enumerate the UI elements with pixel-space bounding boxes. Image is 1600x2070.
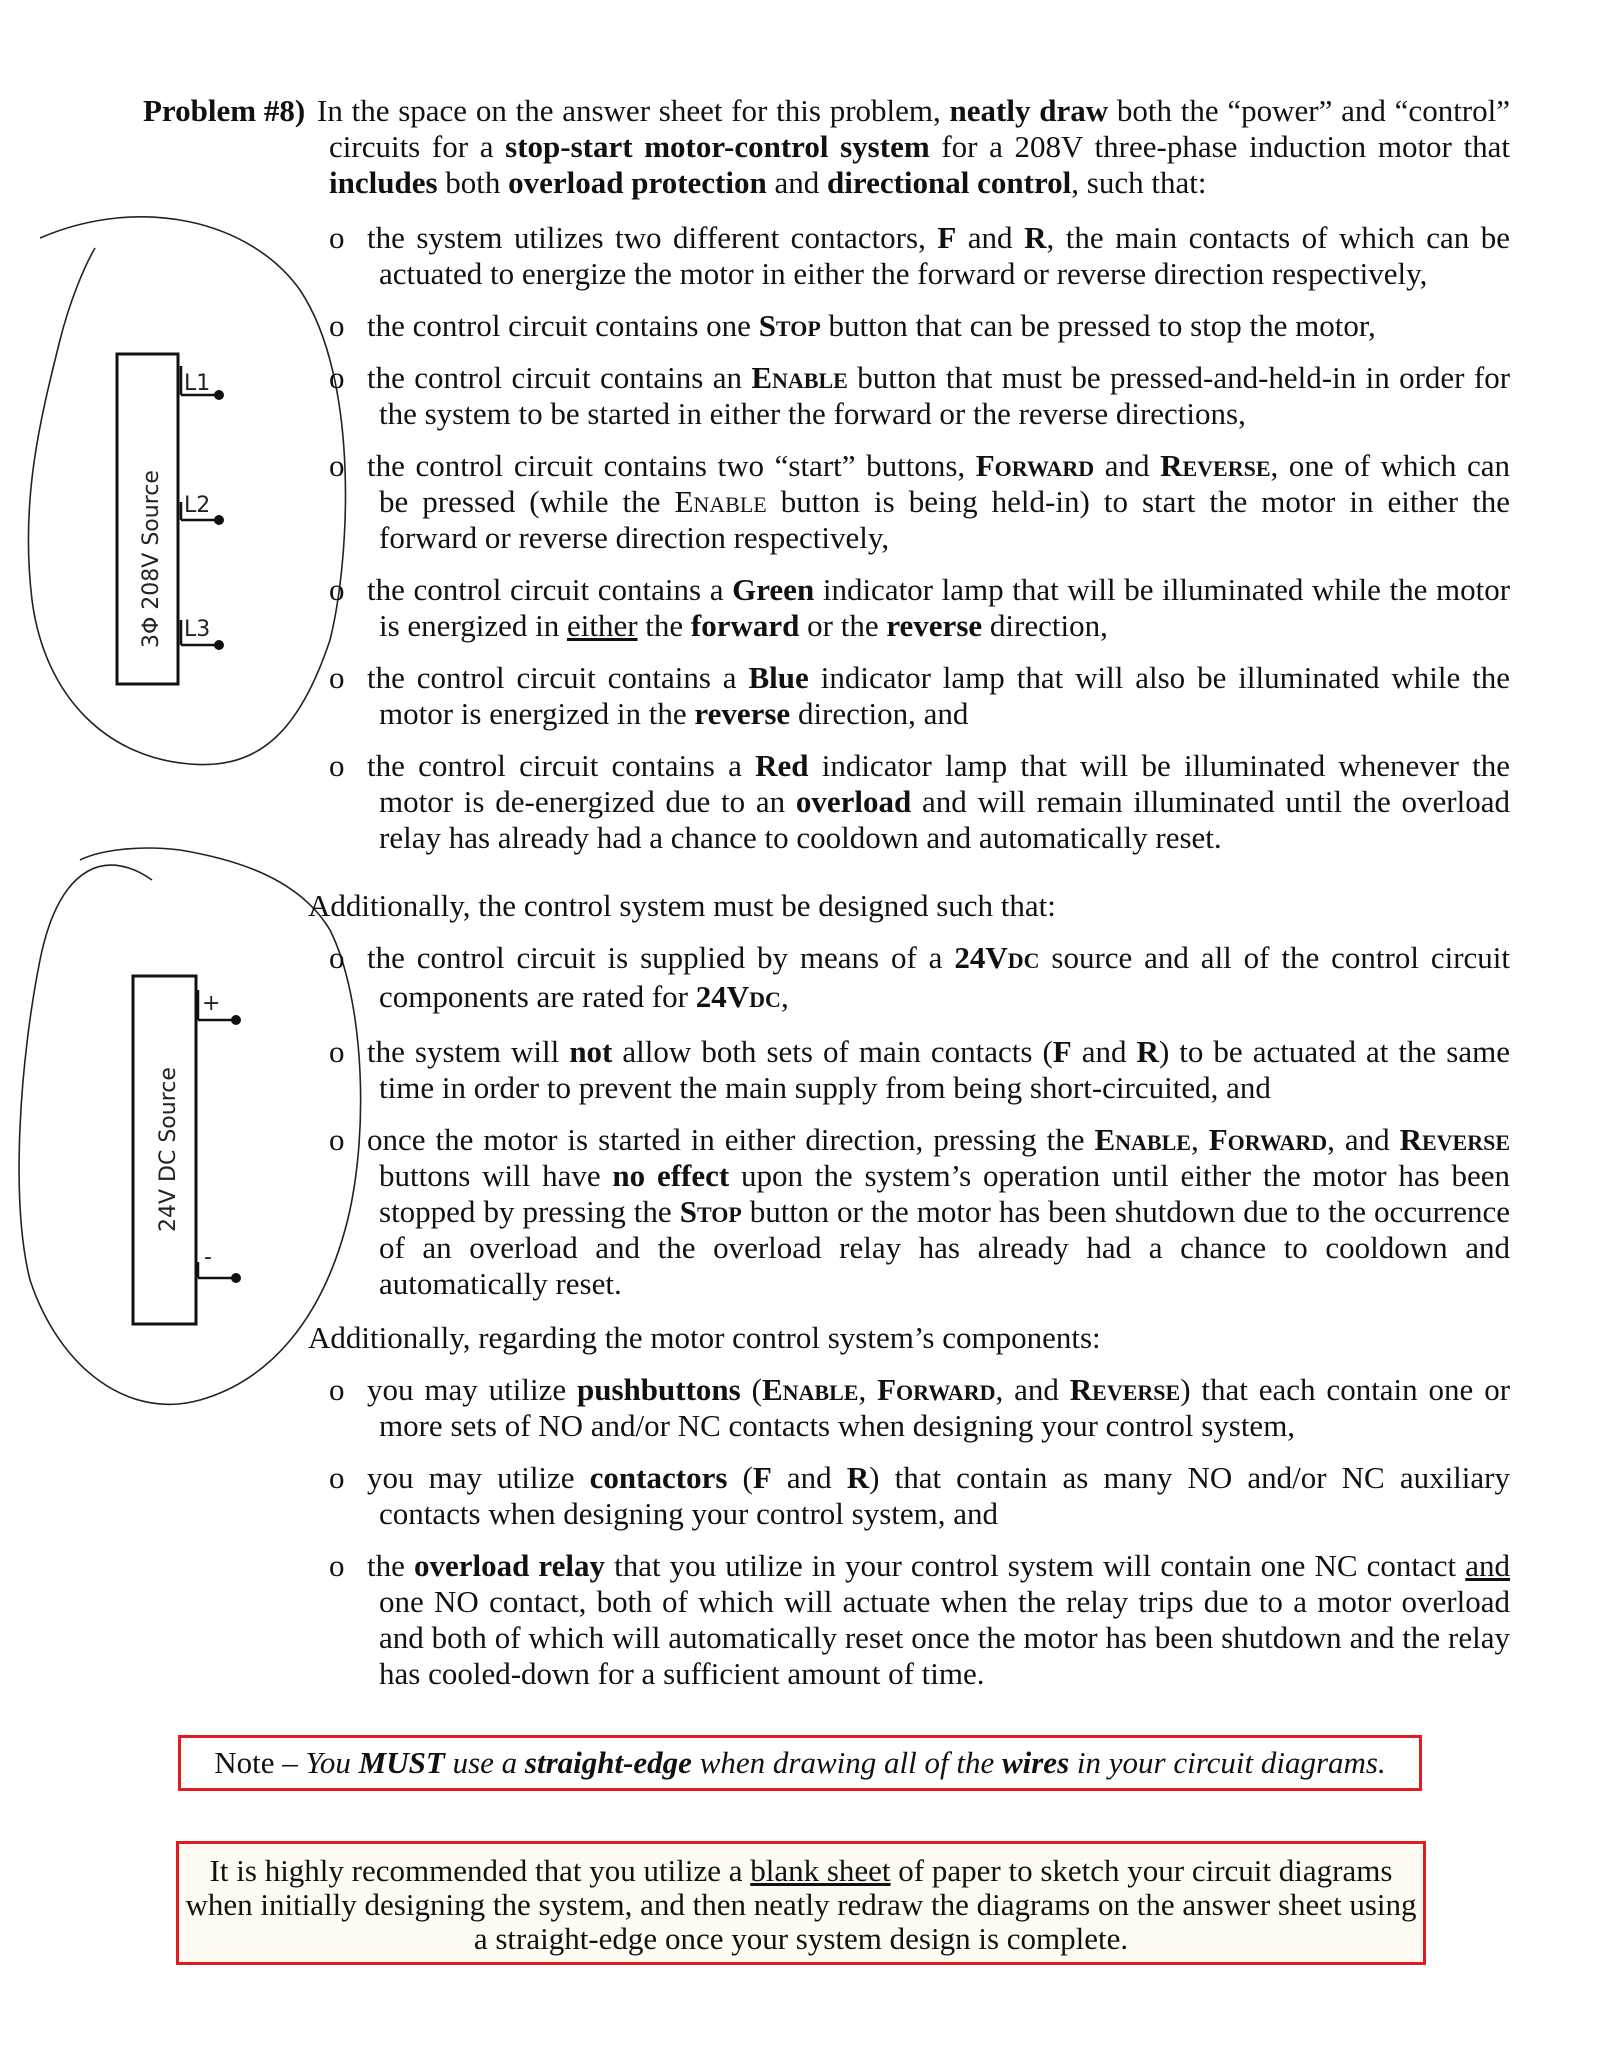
bullet-mark: o <box>329 940 345 975</box>
terminal-minus <box>198 1262 241 1283</box>
label-plus: + <box>202 991 221 1016</box>
bullet-mark: o <box>329 448 345 483</box>
terminal-plus <box>198 990 241 1025</box>
requirements-list <box>329 220 1510 872</box>
list-item: o the overload relay that you utilize in your control system will contain one NC contact and one NO contact, both of which will actuate when the relay trips due to a motor overload and both of which will automatically reset once the motor has been shutdown and the relay has cooled-down for a sufficient amount of time. <box>329 1548 1511 1691</box>
label-minus: - <box>204 1245 212 1270</box>
source-dc-label: 24V DC Source <box>156 1067 181 1232</box>
problem-label: Problem #8) <box>143 93 306 128</box>
bullet-mark: o <box>329 308 345 343</box>
note-box: Note – You MUST use a straight-edge when drawing all of the wires in your circuit diagrams. <box>178 1735 1422 1791</box>
label-l1: L1 <box>184 371 211 396</box>
source-3ph-box <box>117 354 178 684</box>
list-item: o the control circuit contains an Enable button that must be pressed-and-held-in in order for the system to be started in either the forward or the reverse directions, <box>329 360 1511 431</box>
list-item: o the control circuit contains a Red indicator lamp that will be illuminated whenever the motor is de-energized due to an overload and will remain illuminated until the overload relay has already had a chance to cooldown and automatically reset. <box>329 748 1511 855</box>
additional-list-1 <box>329 940 1510 1318</box>
list-item: o the control circuit contains a Green indicator lamp that will be illuminated while the motor is energized in either the forward or the reverse direction, <box>329 572 1511 643</box>
additional-heading-2: Additionally, regarding the motor control system’s components: <box>308 1320 1101 1355</box>
list-item: o once the motor is started in either direction, pressing the Enable, Forward, and Reverse buttons will have no effect upon the system’s operation until either the motor has been stopped by pressing the Stop button or the motor has been shutdown due to the occurrence of an overload and the overload relay has already had a chance to cooldown and automatically reset. <box>329 1122 1511 1301</box>
bullet-mark: o <box>329 660 345 695</box>
source-dc-box <box>133 976 196 1324</box>
bullet-mark: o <box>329 360 345 395</box>
terminal-l3 <box>181 620 224 650</box>
bullet-mark: o <box>329 1548 345 1583</box>
label-l3: L3 <box>184 617 211 642</box>
bullet-mark: o <box>329 572 345 607</box>
bullet-mark: o <box>329 1034 345 1069</box>
label-l2: L2 <box>184 493 211 518</box>
bullet-mark: o <box>329 220 345 255</box>
list-item: o the system utilizes two different contactors, F and R, the main contacts of which can be actuated to energize the motor in either the forward or reverse direction respectively, <box>329 220 1511 291</box>
list-item: o the control circuit contains two “start” buttons, Forward and Reverse, one of which can be pressed (while the Enable button is being held-in) to start the motor in either the forward or reverse direction respectively, <box>329 448 1511 555</box>
terminal-l2 <box>181 502 224 525</box>
bullet-mark: o <box>329 1460 345 1495</box>
list-item: o the system will not allow both sets of main contacts (F and R) to be actuated at the same time in order to prevent the main supply from being short-circuited, and <box>329 1034 1511 1105</box>
recommendation-box: It is highly recommended that you utilize a blank sheet of paper to sketch your circuit diagrams when initially designing the system, and then neatly redraw the diagrams on the answer sheet using a straight-edge once your system design is complete. <box>176 1841 1426 1965</box>
additional-heading-1: Additionally, the control system must be designed such that: <box>308 888 1056 923</box>
bullet-mark: o <box>329 1372 345 1407</box>
list-item: o the control circuit contains a Blue indicator lamp that will also be illuminated while the motor is energized in the reverse direction, and <box>329 660 1511 731</box>
list-item: o you may utilize pushbuttons (Enable, Forward, and Reverse) that each contain one or more sets of NO and/or NC contacts when designing your control system, <box>329 1372 1511 1443</box>
additional-list-2 <box>329 1372 1510 1708</box>
terminal-l1 <box>181 366 224 400</box>
problem-intro: In the space on the answer sheet for this problem, neatly draw both the “power” and “control” circuits for a stop-start motor-control system for a 208V three-phase induction motor that includes both overload protection and directional control, such that: <box>317 93 1511 200</box>
bullet-mark: o <box>329 748 345 783</box>
list-item: o the control circuit is supplied by means of a 24VDC source and all of the control circuit components are rated for 24VDC, <box>329 940 1510 1014</box>
list-item: o the control circuit contains one Stop button that can be pressed to stop the motor, <box>329 308 1376 343</box>
list-item: o you may utilize contactors (F and R) that contain as many NO and/or NC auxiliary contacts when designing your control system, and <box>329 1460 1510 1531</box>
bullet-mark: o <box>329 1122 345 1157</box>
sketch-circle-3ph <box>28 217 345 765</box>
source-3ph-label: 3Φ 208V Source <box>139 470 164 648</box>
